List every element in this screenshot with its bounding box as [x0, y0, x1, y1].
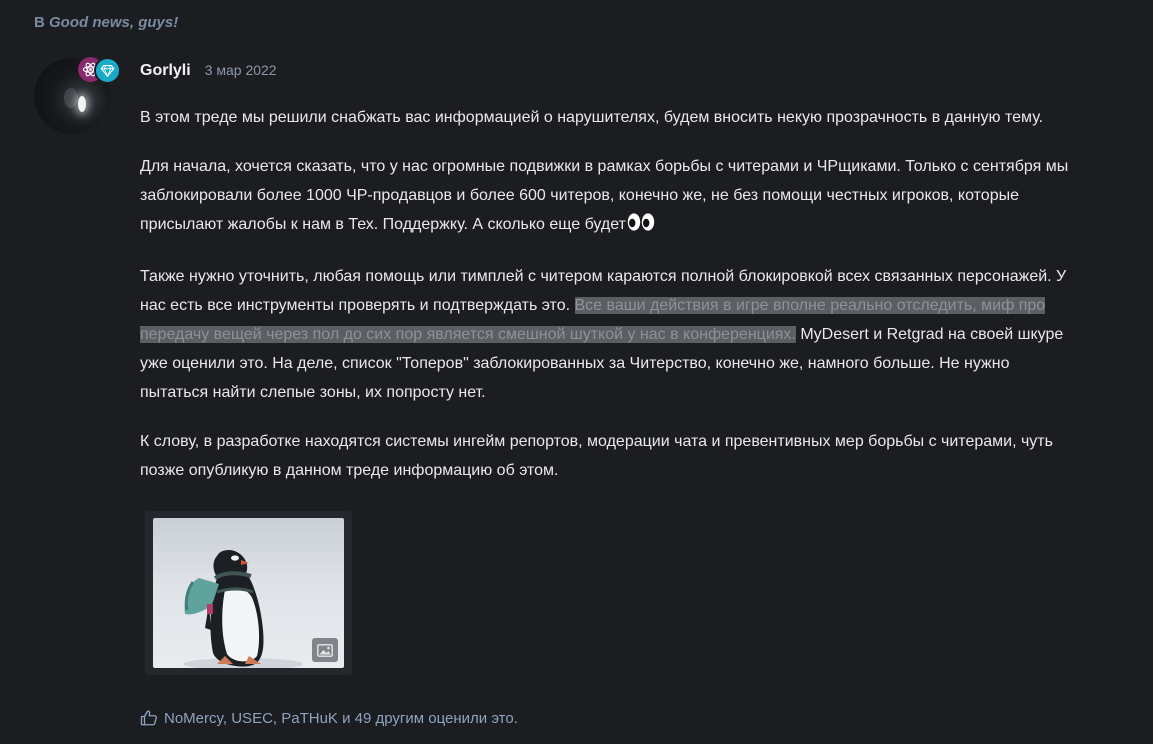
paragraph-text: Для начала, хочется сказать, что у нас огромные подвижки в рамках борьбы с читерами и ЧРщиками. Только с сентября мы заблокировали более 1000 ЧР-продавцов и более 600 читеров, конечно же, не без помощи честных игроков, которые присылают жалобы к нам в Тех. Поддержку. А сколько еще будет [140, 158, 1069, 233]
post-body [140, 103, 1080, 505]
eyes-emoji [627, 212, 655, 242]
penguin-photo[interactable] [153, 518, 344, 668]
thread-prefix: В [34, 14, 45, 31]
post-header [140, 62, 277, 80]
thumbs-up-icon-svg [140, 709, 158, 727]
post-paragraph [140, 262, 1080, 407]
eyes-emoji-svg [627, 212, 655, 232]
reactions-text[interactable]: NoMercy, USEC, PaTHuK и 49 другим оценили это. [164, 709, 518, 727]
author-username[interactable]: Gorlyli [140, 62, 191, 79]
diamond-icon[interactable] [94, 57, 121, 84]
paragraph-text: MyDesert и Retgrad на своей шкуре уже оценили это. На деле, список "Топеров" заблокированных за Читерство, конечно же, намного больше. Не нужно пытаться найти слепые зоны, их попросту нет. [140, 326, 1064, 401]
avatar-light [78, 96, 86, 112]
post-paragraph: К слову, в разработке находятся системы ингейм репортов, модерации чата и превентивных мер борьбы с читерами, чуть позже опубликую в данном треде информацию об этом. [140, 433, 1053, 479]
selected-text: Все ваши действия в игре вполне реально отследить, миф про передачу вещей через пол до сих пор является смешной шуткой у нас в конференциях. [140, 297, 1046, 343]
thread-name-link[interactable]: Good news, guys! [49, 14, 179, 31]
post-paragraph [140, 152, 1080, 242]
thread-breadcrumb[interactable] [34, 14, 178, 31]
diamond-icon-svg [100, 63, 115, 78]
post-paragraph: В этом треде мы решили снабжать вас информацией о нарушителях, будем вносить некую прозрачность в данную тему. [140, 109, 1044, 126]
post-date[interactable]: 3 мар 2022 [204, 62, 277, 78]
image-icon[interactable] [312, 638, 338, 662]
reactions-bar[interactable] [140, 709, 518, 727]
image-attachment[interactable] [145, 511, 352, 675]
image-icon-svg [317, 644, 333, 657]
paragraph-text: Также нужно уточнить, любая помощь или тимплей с читером караются полной блокировкой всех связанных персонажей. У нас есть все инструменты проверять и подтверждать это. [140, 268, 1067, 314]
thumbs-up-icon[interactable] [140, 709, 158, 727]
avatar-detail [64, 88, 78, 108]
